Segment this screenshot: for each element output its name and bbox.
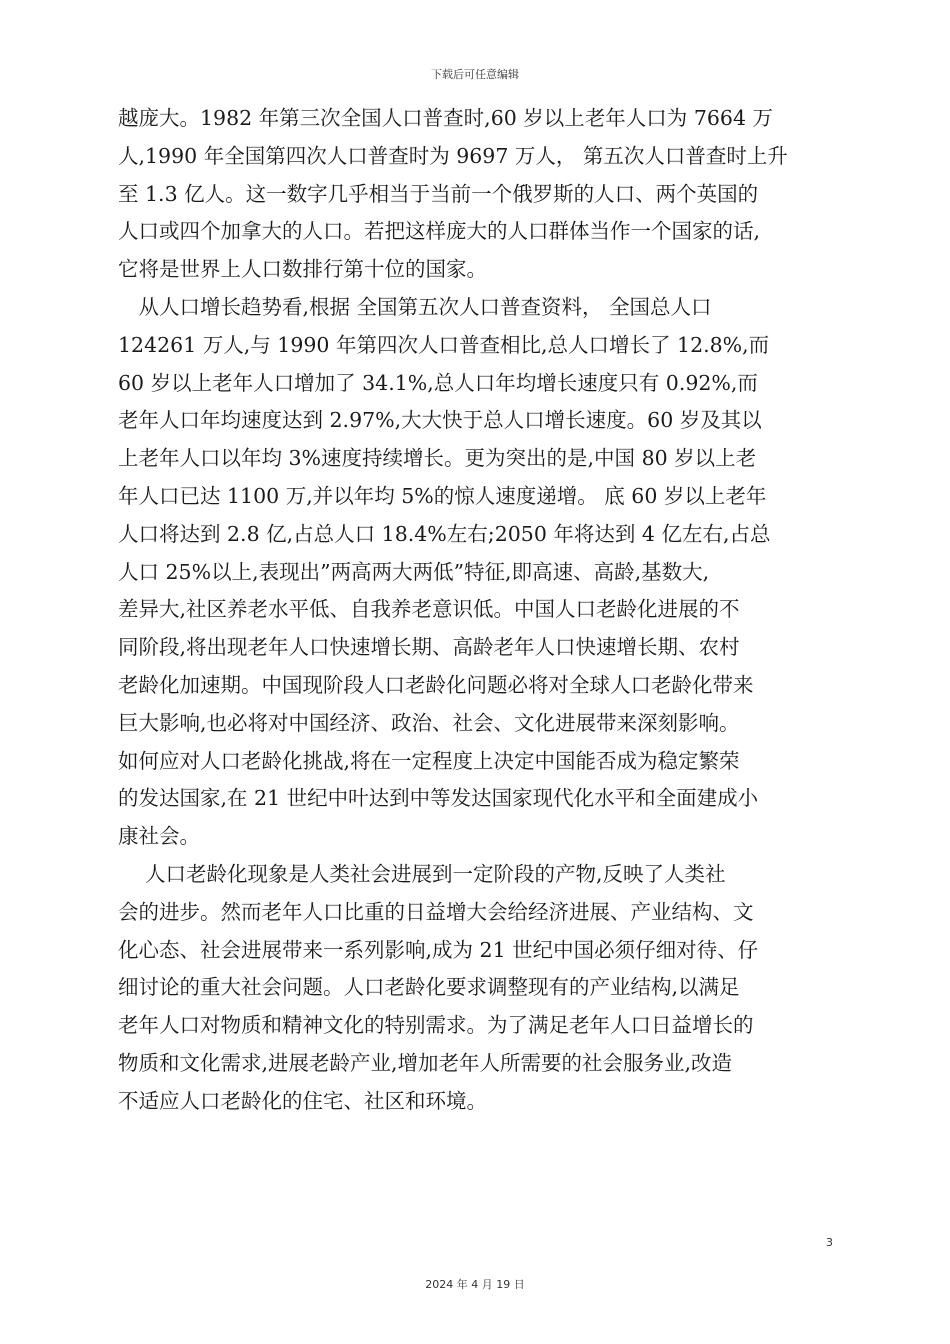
text-line: 人口老龄化现象是人类社会进展到一定阶段的产物,反映了人类社 [118, 861, 726, 886]
text-line: 人口将达到 2.8 亿,占总人口 18.4%左右;2050 年将达到 4 亿左右,占总 [118, 521, 771, 546]
text-line: 上老年人口以年均 3%速度持续增长。更为突出的是,中国 80 岁以上老 [118, 446, 757, 471]
page-number: 3 [826, 1236, 833, 1249]
text-line: 老年人口年均速度达到 2.97%,大大快于总人口增长速度。60 岁及其以 [118, 408, 762, 433]
text-line: 年人口已达 1100 万,并以年均 5%的惊人速度递增。 底 60 岁以上老年 [118, 483, 767, 508]
text-line: 124261 万人,与 1990 年第四次人口普查相比,总人口增长了 12.8%,而 [118, 332, 770, 357]
text-line: 老年人口对物质和精神文化的特别需求。为了满足老年人口日益增长的 [118, 1013, 754, 1038]
text-line: 同阶段,将出现老年人口快速增长期、高龄老年人口快速增长期、农村 [118, 635, 740, 660]
text-line: 的发达国家,在 21 世纪中叶达到中等发达国家现代化水平和全面建成小 [118, 786, 759, 811]
text-line: 人,1990 年全国第四次人口普查时为 9697 万人， 第五次人口普查时上升 [118, 143, 788, 168]
document-body [118, 100, 838, 1121]
text-line: 人口 25%以上,表现出”两高两大两低”特征,即高速、高龄,基数大, [118, 559, 710, 584]
text-line: 不适应人口老龄化的住宅、社区和环境。 [118, 1088, 487, 1113]
text-line: 60 岁以上老年人口增加了 34.1%,总人口年均增长速度只有 0.92%,而 [118, 370, 758, 395]
text-line: 化心态、社会进展带来一系列影响,成为 21 世纪中国必须仔细对待、仔 [118, 937, 759, 962]
text-line: 巨大影响,也必将对中国经济、政治、社会、文化进展带来深刻影响。 [118, 710, 740, 735]
text-line: 差异大,社区养老水平低、自我养老意识低。中国人口老龄化进展的不 [118, 597, 740, 622]
text-line: 细讨论的重大社会问题。人口老龄化要求调整现有的产业结构,以满足 [118, 975, 740, 1000]
page-footer-date: 2024 年 4 月 19 日 [425, 1278, 525, 1291]
text-line: 如何应对人口老龄化挑战,将在一定程度上决定中国能否成为稳定繁荣 [118, 748, 740, 773]
text-line: 从人口增长趋势看,根据 全国第五次人口普查资料， 全国总人口 [118, 294, 712, 319]
page-header: 下载后可任意编辑 [431, 68, 519, 81]
text-line: 它将是世界上人口数排行第十位的国家。 [118, 257, 487, 282]
text-line: 物质和文化需求,进展老龄产业,增加老年人所需要的社会服务业,改造 [118, 1050, 733, 1075]
text-line: 康社会。 [118, 824, 200, 849]
text-line: 会的进步。然而老年人口比重的日益增大会给经济进展、产业结构、文 [118, 899, 754, 924]
text-line: 人口或四个加拿大的人口。若把这样庞大的人口群体当作一个国家的话, [118, 219, 761, 244]
text-line: 至 1.3 亿人。这一数字几乎相当于当前一个俄罗斯的人口、两个英国的 [118, 181, 759, 206]
text-line: 老龄化加速期。中国现阶段人口老龄化问题必将对全球人口老龄化带来 [118, 672, 754, 697]
text-line: 越庞大。1982 年第三次全国人口普查时,60 岁以上老年人口为 7664 万 [118, 106, 774, 130]
